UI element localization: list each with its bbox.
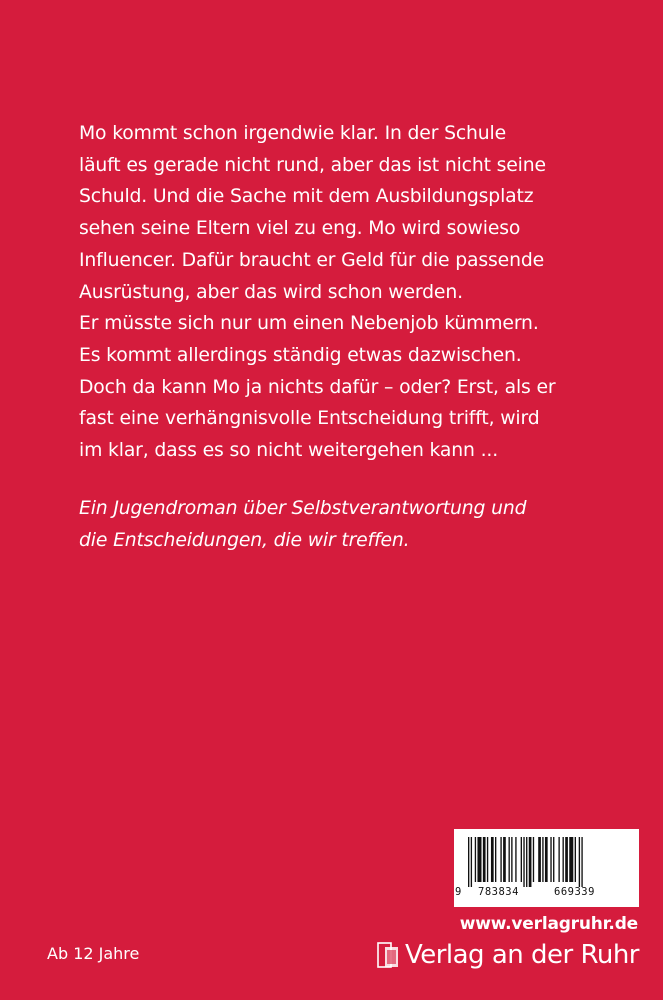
blurb-line: läuft es gerade nicht rund, aber das ist nicht seine [79,154,546,176]
barcode-bar [565,837,568,882]
blurb-line: Mo kommt schon irgendwie klar. In der Schule [79,123,507,144]
barcode-bar [575,837,576,882]
barcode-bar [563,837,564,882]
barcode-bar [542,837,543,882]
blurb-line: sehen seine Eltern viel zu eng. Mo wird sowieso [79,218,521,240]
publisher-logo-icon [377,941,400,969]
tagline-line: Ein Jugendroman über Selbstverantwortung und [79,498,527,519]
barcode-bar [468,837,469,887]
barcode-bar [529,837,532,887]
publisher-name: Verlag an der Ruhr [404,940,639,970]
barcode-bar [538,837,541,882]
isbn-barcode [454,829,639,907]
barcode-bar [521,837,522,882]
blurb-text [79,118,639,467]
publisher-logo-block [377,940,639,970]
barcode-bar [569,837,573,882]
blurb-line: Er müsste sich nur um einen Nebenjob kümmern. [79,313,539,335]
barcode-bar [487,837,488,882]
barcode-bar [581,837,582,887]
barcode-bar [579,837,580,887]
barcode-bar [553,837,554,882]
barcode-bar [515,837,516,882]
publisher-website[interactable]: www.verlagruhr.de [459,914,638,934]
blurb-line: Doch da kann Mo ja nichts dafür – oder? Erst, als er [79,376,556,398]
blurb-line: Schuld. Und die Sache mit dem Ausbildungsplatz [79,186,534,208]
age-recommendation: Ab 12 Jahre [47,944,140,963]
isbn-left-digits: 783834 [478,886,519,898]
blurb-line: im klar, dass es so nicht weitergehen kann ... [79,440,499,462]
tagline-line: die Entscheidungen, die wir treffen. [79,530,410,551]
isbn-first-digit: 9 [455,886,462,898]
barcode-bar [475,837,476,882]
barcode-bar [533,837,534,882]
blurb-line: Influencer. Dafür braucht er Geld für die passende [79,249,545,271]
isbn-right-digits: 669339 [554,886,595,898]
barcode-bar [495,837,496,882]
barcode-bar [500,837,501,882]
barcode-bar [550,837,551,882]
barcode-bar [511,837,512,882]
barcode-bar [483,837,486,882]
barcode-bar [477,837,481,882]
barcode-bar [526,837,527,887]
barcode-bar [509,837,510,882]
barcode-bar [503,837,506,882]
blurb-line: fast eine verhängnisvolle Entscheidung trifft, wird [79,408,540,430]
blurb-line: Es kommt allerdings ständig etwas dazwischen. [79,344,522,366]
barcode-bar [491,837,494,882]
barcode-bar [558,837,559,882]
barcode-bar [545,837,548,882]
barcode-bar [471,837,472,887]
blurb-line: Ausrüstung, aber das wird schon werden. [79,281,463,303]
barcode-bar [523,837,524,887]
barcode-bars [460,837,633,887]
tagline-text [79,493,639,557]
